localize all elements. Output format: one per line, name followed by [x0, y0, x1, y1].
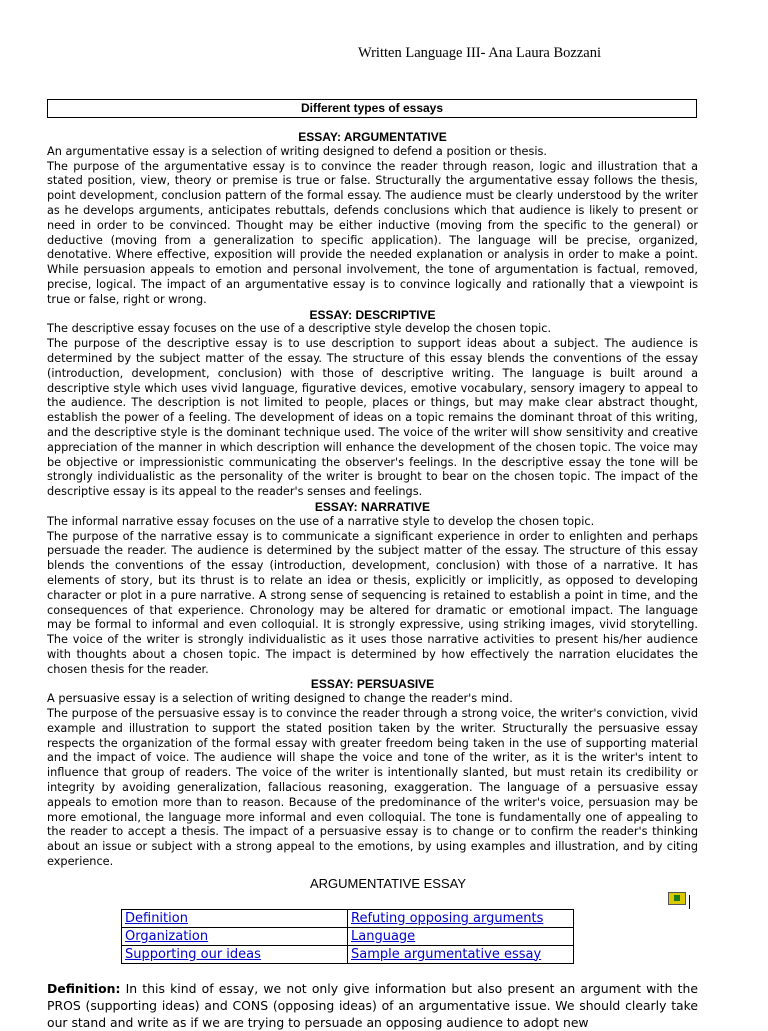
essay-types-content — [47, 130, 698, 870]
section-descriptive — [47, 308, 698, 500]
table-cell — [348, 910, 574, 928]
section-body: The purpose of the narrative essay is to communicate a significant experience in order to enlighten and perhaps persuade the reader. The audience is determined by the subject matter of the essay. The structure of this essay blends the conventions of the essay (introduction, development, conclusion) with those of a narrative. It has elements of story, but its thrust is to relate an idea or thesis, explicitly or implicitly, as opposed to developing character or plot in a pure narrative. A strong sense of sequencing is retained to establish a point in time, and the consequences of that experience. Chronology may be altered for dramatic or emotional impact. The language may be formal to informal and even colloquial. It is strongly expressive, using striking images, vivid storytelling. The voice of the writer is strongly individualistic as it uses those narrative activities to present his/her audience with thoughts about a chosen topic. The impact is determined by how effectively the narration elucidates the chosen thesis for the reader. — [47, 529, 698, 676]
sample-argumentative-essay-link[interactable]: Sample argumentative essay — [351, 946, 542, 962]
topic-links-table — [121, 909, 574, 964]
table-row — [122, 928, 574, 946]
table-cell — [348, 928, 574, 946]
section-intro: The informal narrative essay focuses on the use of a narrative style to develop the chosen topic. — [47, 514, 595, 528]
section-heading: ESSAY: ARGUMENTATIVE — [298, 130, 447, 144]
section-persuasive — [47, 677, 698, 869]
section-body: The purpose of the descriptive essay is to use description to support ideas about a subject. The audience is determined by the subject matter of the essay. The structure of this essay blends the conventions of the essay (introduction, development, conclusion) with those of descriptive writing. The language is built around a descriptive style which uses vivid language, figurative devices, emotive vocabulary, sensory imagery to appeal to the audience. The description is not limited to people, places or things, but may make clear abstract thought, establish the power of a feeling. The development of ideas on a topic remains the dominant throat of this writing, and the descriptive style is the dominant technique used. The voice of the writer will show sensitivity and creative appreciation of the manner in which description will enhance the development of the chosen topic. The voice may be objective or impressionistic communicating the observer's feelings. In the descriptive essay the tone will be strongly individualistic as the personality of the writer is brought to bear on the chosen topic. The impact of the descriptive essay is its appeal to the reader's senses and feelings. — [47, 337, 698, 499]
definition-paragraph — [47, 980, 698, 1031]
section-argumentative — [47, 130, 698, 308]
definition-link[interactable]: Definition — [125, 910, 188, 926]
embedded-object-icon[interactable] — [668, 892, 686, 905]
table-cell — [122, 928, 348, 946]
table-cell — [122, 910, 348, 928]
refuting-opposing-arguments-link[interactable]: Refuting opposing arguments — [351, 910, 544, 926]
definition-label: Definition: — [47, 981, 121, 996]
table-cell — [348, 946, 574, 964]
table-row — [122, 910, 574, 928]
document-title: Different types of essays — [47, 99, 697, 118]
organization-link[interactable]: Organization — [125, 928, 209, 944]
section-body: The purpose of the argumentative essay is to convince the reader through reason, logic and illustration that a stated position, view, theory or premise is true or false. Structurally the argumentative essay follows the thesis, point development, conclusion pattern of the formal essay. The audience must be clearly understood by the writer as he develops arguments, anticipates rebuttals, defends conclusions which that audience is likely to present or need in order to be convinced. Thought may be either inductive (moving from the specific to the general) or deductive (moving from a generalization to specific application). The language will be precise, organized, denotative. Where effective, exposition will provide the needed explanation or analysis in order to make a point. While persuasion appeals to emotion and personal involvement, the tone of argumentation is factual, removed, precise, logical. The impact of an argumentative essay is to convince logically and rationally that a viewpoint is true or false, right or wrong. — [47, 159, 698, 306]
table-cell — [122, 946, 348, 964]
section-intro: An argumentative essay is a selection of writing designed to defend a position or thesis. — [47, 144, 547, 158]
section-intro: A persuasive essay is a selection of writing designed to change the reader's mind. — [47, 692, 513, 706]
page-header: Written Language III- Ana Laura Bozzani — [358, 45, 601, 61]
definition-text: In this kind of essay, we not only give information but also present an argument with the PROS (supporting ideas) and CONS (opposing ideas) of an argumentative issue. We should clearly take our stand and write as if we are trying to persuade an opposing audience to adopt new — [47, 981, 698, 1030]
section-body: The purpose of the persuasive essay is to convince the reader through a strong voice, the writer's conviction, vivid example and illustration to support the stated position taken by the writer. Structurally the persuasive essay respects the organization of the formal essay with greater freedom being taken in the use of supporting material and the impact of voice. The audience will shape the voice and tone of the writer, as it is the writer's intent to influence that group of readers. The voice of the writer is intentionally slanted, but must retain its credibility or integrity by avoiding generalization, fallacious reasoning, exaggeration. The language of a persuasive essay appeals to emotion more than to reason. Because of the predominance of the writer's voice, persuasion may be more emotional, the language more informal and even colloquial. The tone is fundamentally one of appealing to the reader to accept a thesis. The impact of a persuasive essay is to change or to confirm the reader's thinking about an issue or subject with a strong appeal to the emotions, by using examples and illustration, and by citing experience. — [47, 707, 698, 869]
section-heading: ESSAY: NARRATIVE — [314, 499, 431, 514]
language-link[interactable]: Language — [351, 928, 416, 944]
argumentative-essay-title: ARGUMENTATIVE ESSAY — [309, 876, 467, 891]
text-cursor — [689, 895, 690, 909]
section-heading: ESSAY: DESCRIPTIVE — [309, 307, 436, 322]
supporting-our-ideas-link[interactable]: Supporting our ideas — [125, 946, 261, 962]
section-narrative — [47, 500, 698, 678]
section-heading: ESSAY: PERSUASIVE — [310, 677, 435, 692]
table-row — [122, 946, 574, 964]
section-intro: The descriptive essay focuses on the use of a descriptive style develop the chosen topic. — [47, 322, 552, 336]
